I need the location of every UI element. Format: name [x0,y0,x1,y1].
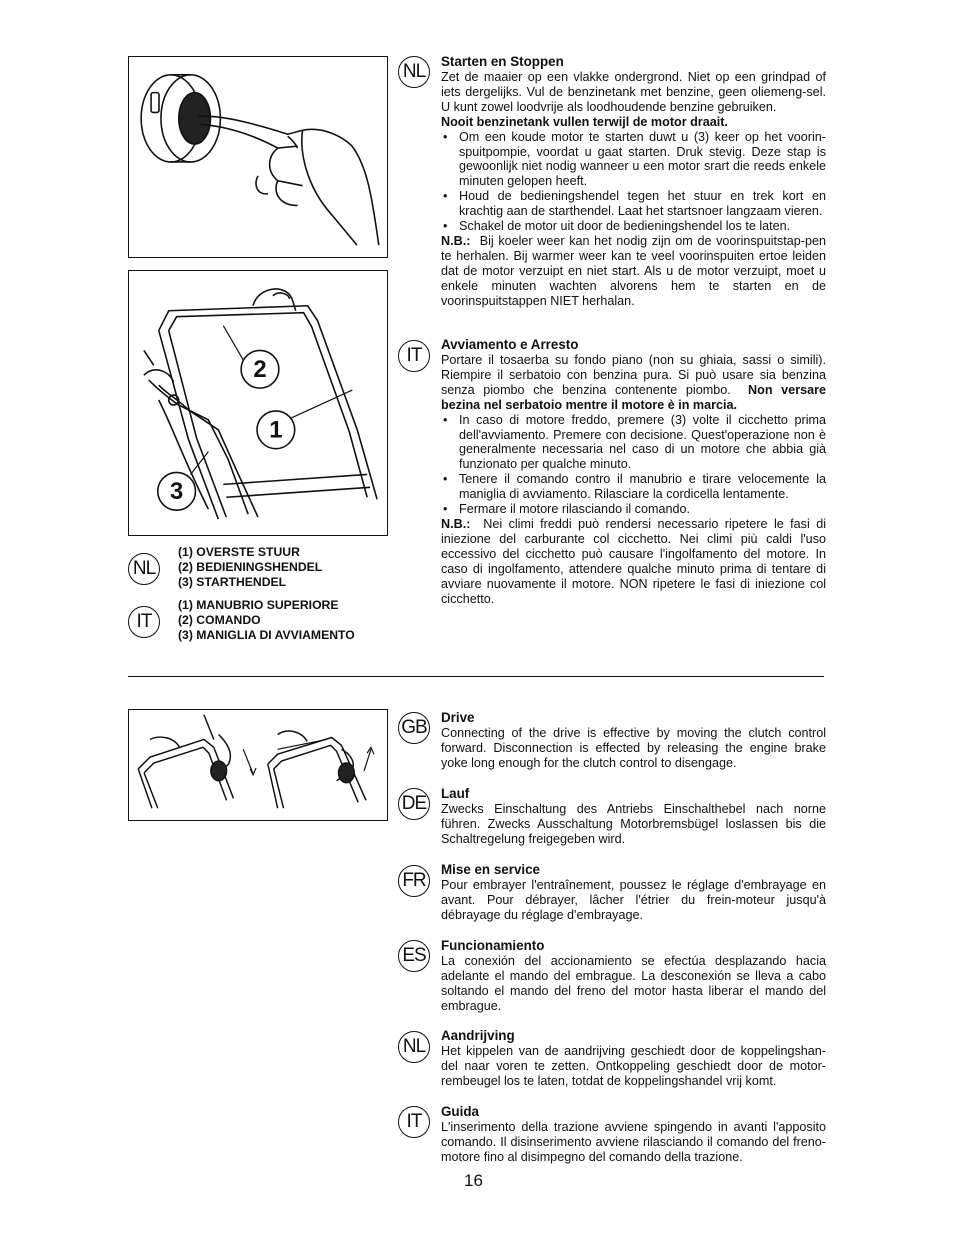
list-item: • Houd de bedieningshendel tegen het stuur en trek kort en krachtig aan de starthendel. Laat het startsnoer langzaam vieren. [441,189,826,219]
list-item: • Om een koude motor te starten duwt u (3) keer op het voorin-spuitpompie, voordat u gaat starten. Druk stevig. Deze stap is gewoonlijk niet nodig wanneer u een motor srart die reeds enkele minuten gelopen heeft. [441,130,826,190]
lang-badge-gb: GB [398,712,430,744]
section-text: La conexión del accionamiento se efectúa desplazando hacia adelante el mando del embrague. La desconexión se lleva a cabo soltando el mando del freno del motor hasta liberar el mando del embrague. [441,954,826,1013]
lang-badge-it: IT [398,340,430,372]
section-divider [128,676,824,677]
list-item: • Fermare il motore rilasciando il comando. [441,502,826,517]
section-title: Starten en Stoppen [441,54,564,69]
warning-text: Nooit benzinetank vullen terwijl de motor draait. [441,114,728,129]
figure-handlebar [128,270,388,536]
section-title: Mise en service [441,862,541,877]
list-item: • Schakel de motor uit door de bedieningshendel los te laten. [441,219,826,234]
section-text: Het kippelen van de aandrijving geschiedt door de koppelingshan-del naar voren te zetten. Ontkoppeling geschiedt door de motor-rembeugel los te laten, totdat de koppelingshandel vrij komt. [441,1044,826,1088]
figure-drive-control [128,709,388,821]
legend-item: (1) MANUBRIO SUPERIORE [178,598,339,612]
list-item: • In caso di motore freddo, premere (3) volte il cicchetto prima dell'avviamento. Premere con decisione. Quest'operazione non è generalmente necessaria nel caso di un motore che abbia già funzionato per qualche minuto. [441,413,826,473]
section-drive-nl [441,1028,826,1089]
legend-item: (1) OVERSTE STUUR [178,545,300,559]
primer-illustration [129,57,387,257]
section-title: Guida [441,1104,479,1119]
warning-text: Non versare bezina nel serbatoio mentre il motore è in marcia. [441,382,827,412]
legend-it [178,598,355,643]
section-start-it [441,337,826,606]
lang-badge-nl: NL [128,553,160,585]
note-text: N.B.: Nei climi freddi può rendersi necessario ripetere le fasi di iniezione del carburante col cicchetto. Nei climi più caldi l'uso eccessivo del cicchetto può causare l'ingolfamento del motore. In caso di ingolfamento, attendere qualche minuto prima di tentare di avviare nuovamente il motore. NON ripetere le fasi di iniezione col cicchetto. [441,516,826,606]
legend-nl [178,545,322,590]
section-title: Drive [441,710,475,725]
lang-badge-nl: NL [398,1031,430,1063]
section-title: Lauf [441,786,470,801]
legend-item: (2) COMANDO [178,613,261,627]
lang-badge-nl: NL [398,56,430,88]
section-text: Pour embrayer l'entraînement, poussez le réglage d'embrayage en avant. Pour débrayer, lâcher l'étrier du frein-moteur jusqu'à débrayage du réglage d'embrayage. [441,878,826,922]
bullet-list [441,130,826,234]
page-number: 16 [464,1171,483,1190]
section-intro: Zet de maaier op een vlakke ondergrond. Niet op een grindpad of iets dergelijks. Vul de benzinetank met benzine, geen oliemeng-sel. U kunt zowel loodvrije als loodhoudende benzine gebruiken. Nooit benzinetank vullen terwijl de motor draait. [441,70,826,129]
figure-primer-press [128,56,388,258]
section-title: Avviamento e Arresto [441,337,579,352]
section-drive-gb [441,710,826,771]
section-start-nl [441,54,826,309]
lang-badge-fr: FR [398,865,430,897]
handlebar-illustration [129,271,387,535]
section-intro: Portare il tosaerba su fondo piano (non su ghiaia, sassi o simili). Riempire il serbatoio con benzina pura. Si può usare sia benzina senza piombo che benzina contenente piombo. Non versare bezina nel serbatoio mentre il motore è in marcia. [441,353,827,412]
lang-badge-es: ES [398,940,430,972]
callout-label-3: 3 [170,478,184,506]
callout-label-2: 2 [253,356,267,384]
lang-badge-it: IT [128,606,160,638]
section-drive-fr [441,862,826,923]
section-drive-de [441,786,826,847]
legend-item: (3) STARTHENDEL [178,575,287,589]
note-text: N.B.: Bij koeler weer kan het nodig zijn om de voorinspuitstap-pen te herhalen. Bij warmer weer kan te veel voorinspuiten ertoe leiden dat de motor verzuipt en niet start. Als u de motor verzuipt, moet u enkele minuten wachten alvorens hem te starten en de voorinspuitstappen NIET herhalan. [441,233,827,308]
section-title: Aandrijving [441,1028,515,1043]
section-text: Connecting of the drive is effective by moving the clutch control forward. Disconnection is effected by releasing the engine brake yoke long enough for the clutch control to disengage. [441,726,826,770]
lang-badge-de: DE [398,788,430,820]
drive-illustration [129,710,387,820]
section-text: Zwecks Einschaltung des Antriebs Einschalthebel nach norne führen. Zwecks Ausschaltung Motorbremsbügel loslassen bis die Schaltregelung freigegeben wird. [441,802,826,846]
list-item: • Tenere il comando contro il manubrio e tirare velocemente la maniglia di avviamento. Rilasciare la cordicella lentamente. [441,472,826,502]
legend-item: (2) BEDIENINGSHENDEL [178,560,323,574]
callout-label-1: 1 [269,416,283,444]
section-drive-es [441,938,826,1014]
bullet-list [441,413,826,517]
section-title: Funcionamiento [441,938,545,953]
lang-badge-it: IT [398,1106,430,1138]
section-drive-it [441,1104,826,1165]
section-text: L'inserimento della trazione avviene spingendo in avanti l'apposito comando. Il disinserimento avviene rilasciando il comando del freno-motore fino al disimpegno del comando della trazione. [441,1120,826,1164]
legend-item: (3) MANIGLIA DI AVVIAMENTO [178,628,355,642]
